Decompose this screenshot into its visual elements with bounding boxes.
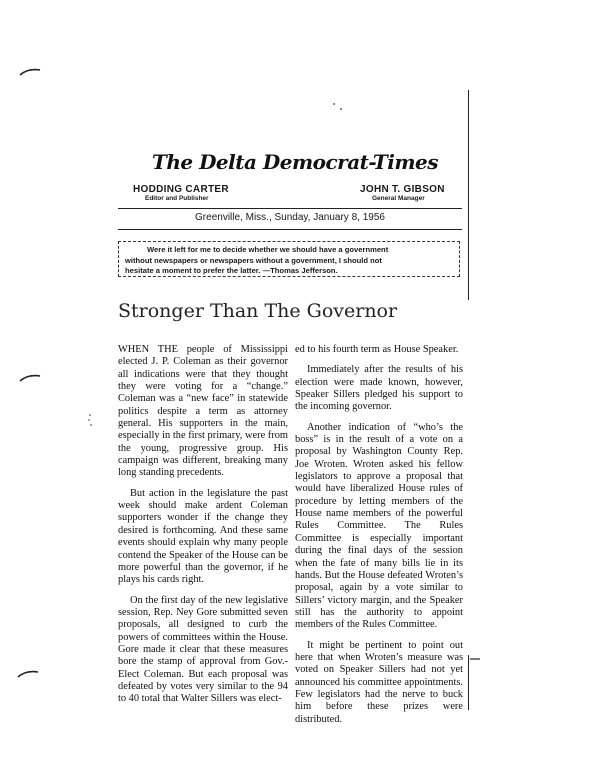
scan-edge-line-lower	[468, 655, 469, 710]
scan-mark-top-left	[18, 66, 42, 78]
masthead-title: The Delta Democrat-Times	[151, 150, 439, 174]
quote-line: Were it left for me to decide whether we should have a government	[147, 245, 389, 254]
article-column-right	[295, 344, 463, 734]
publisher-block	[133, 184, 229, 202]
editorial-headline: Stronger Than The Governor	[118, 300, 398, 322]
article-paragraph: But action in the legislature the past week should make ardent Coleman supporters wonder if the change they desired is forthcoming. And these same events should explain why many people contend the Speaker of the House can be more powerful than the governor, if he plays his cards right.	[118, 487, 288, 586]
scan-mark-bottom-left	[16, 668, 40, 680]
scan-speck-top	[330, 100, 346, 112]
quote-line: without newspapers or newspapers without a government, I should not	[125, 255, 382, 265]
article-paragraph: Another indication of “who’s the boss” is in the result of a vote on a proposal by Washington County Rep. Joe Wroten. Wroten asked his fellow legislators to approve a proposal that would have liberalized House rules of procedure by letting members of the House name members of the powerful Rules Committee. The Rules Committee is especially important during the final days of the session when the fate of many bills lie in its hands. But the House defeated Wroten’s proposal, again by a vote similar to Sillers’ victory margin, and the Speaker still has the authority to appoint members of the Rules Committee.	[295, 421, 463, 631]
jefferson-quote-box	[118, 241, 460, 277]
scan-speck-left	[86, 412, 94, 428]
publisher-title: Editor and Publisher	[145, 195, 209, 202]
scan-edge-line-upper	[468, 90, 469, 300]
article-paragraph: WHEN THE people of Mississippi elected J. P. Coleman as their governor all indications were that they thought they were voting for a “change.” Coleman was a “new face” in statewide politics despite a term as attorney general. His supporters in the main, especially in the first primary, were from the young, progressive group. His campaign was different, breaking many long standing precedents.	[118, 344, 288, 479]
scan-dash-right	[468, 656, 482, 662]
masthead-rule-top	[118, 208, 462, 209]
quote-line: hesitate a moment to prefer the latter. —Thomas Jefferson.	[125, 266, 338, 275]
masthead-rule-bottom	[118, 229, 462, 230]
manager-name: JOHN T. GIBSON	[360, 184, 445, 195]
dateline: Greenville, Miss., Sunday, January 8, 1956	[195, 212, 385, 223]
manager-title: General Manager	[372, 195, 425, 202]
article-paragraph: ed to his fourth term as House Speaker.	[295, 344, 459, 355]
article-paragraph: Immediately after the results of his election were made known, however, Speaker Sillers pledged his support to the incoming governor.	[295, 364, 463, 413]
article-column-left	[118, 344, 288, 714]
article-paragraph: It might be pertinent to point out here that when Wroten’s measure was voted on Speaker Sillers had not yet announced his committee appointments. Few legislators had the nerve to buck him before these prizes were distributed.	[295, 639, 463, 725]
article-paragraph: On the first day of the new legislative session, Rep. Ney Gore submitted seven proposals, all designed to curb the powers of committees within the House. Gore made it clear that these measures bore the stamp of approval from Gov.-Elect Coleman. But each proposal was defeated by votes very similar to the 94 to 40 total that Walter Sillers was elect-	[118, 594, 288, 705]
manager-block	[360, 184, 445, 202]
scan-mark-mid-left	[18, 372, 42, 384]
publisher-name: HODDING CARTER	[133, 184, 229, 195]
